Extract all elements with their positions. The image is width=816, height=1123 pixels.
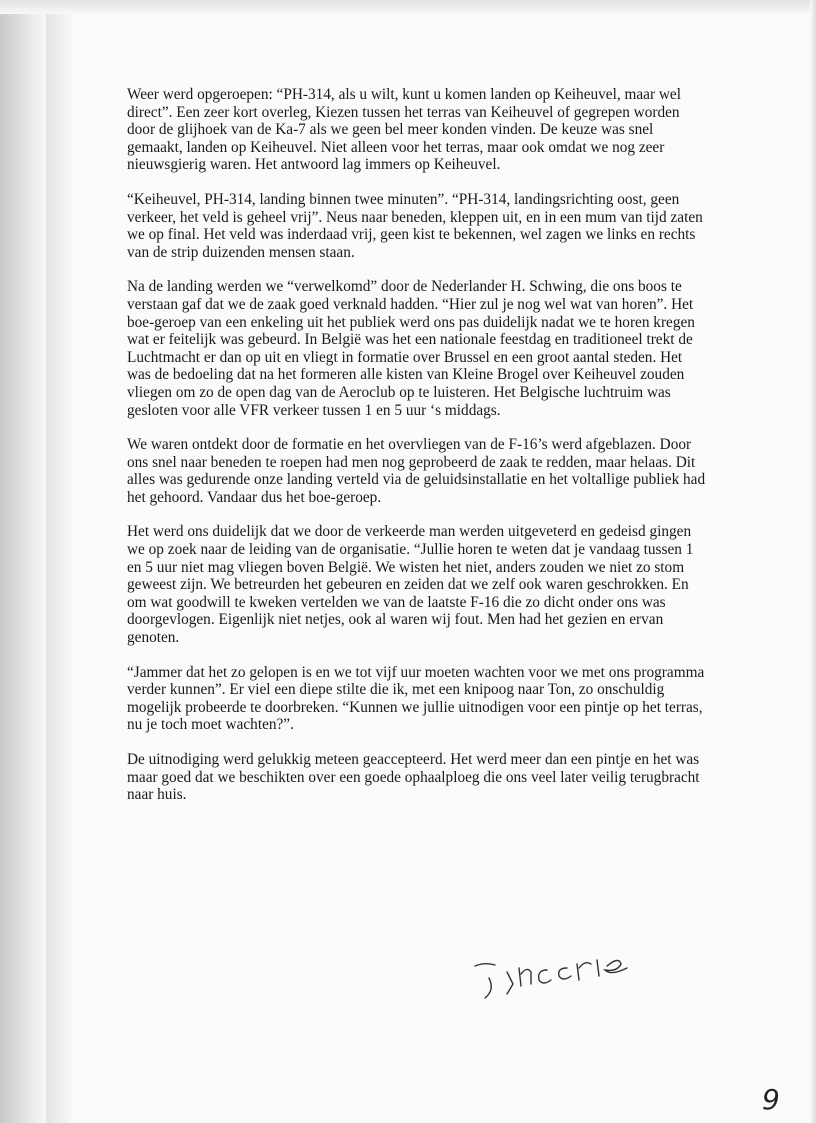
binding-shadow [0,0,46,1123]
paragraph-4: We waren ontdekt door de formatie en het overvliegen van de F-16’s werd afgeblazen. Door ons snel naar beneden te roepen had men nog geprobeerd de zaak te redden, maar helaas. Dit alles was gedurende onze landing verteld via de geluidsinstallatie en het voltallige publiek had het gehoord. Vandaar dus het boe-geroep. [127,436,706,506]
page-number: 9 [762,1083,780,1116]
paragraph-5: Het werd ons duidelijk dat we door de verkeerde man werden uitgeveterd en gedeisd gingen we op zoek naar de leiding van de organisatie. “Jullie horen te weten dat je vandaag tussen 1 en 5 uur niet mag vliegen boven België. We wisten het niet, anders zouden we niet zo stom geweest zijn. We betreurden het gebeuren en zeiden dat we zelf ook waren geschrokken. En om wat goodwill te kweken vertelden we van de laatste F-16 die zo dicht onder ons was doorgevlogen. Eigenlijk niet netjes, ook al waren wij fout. Men had het gezien en ervan genoten. [127,523,694,647]
scan-right-edge [810,0,816,1123]
paragraph-7: De uitnodiging werd gelukkig meteen geaccepteerd. Het werd meer dan een pintje en het was maar goed dat we beschikten over een goede ophaalploeg die ons veel later veilig terugbracht naar huis. [127,751,700,804]
article-body [127,86,729,821]
paragraph-1: Weer werd opgeroepen: “PH-314, als u wilt, kunt u komen landen op Keiheuvel, maar wel direct”. Een zeer kort overleg, Kiezen tussen het terras van Keiheuvel of gegrepen worden door de glijhoek van de Ka-7 als we geen bel meer konden vinden. De keuze was snel gemaakt, landen op Keiheuvel. Niet alleen voor het terras, maar ook omdat we nog zeer nieuwsgierig waren. Het antwoord lag immers op Keiheuvel. [127,86,681,174]
scan-top-edge [0,0,816,14]
paragraph-2: “Keiheuvel, PH-314, landing binnen twee minuten”. “PH-314, landingsrichting oost, geen verkeer, het veld is geheel vrij”. Neus naar beneden, kleppen uit, en in een mum van tijd zaten we op final. Het veld was inderdaad vrij, geen kist te bekennen, wel zagen we links en rechts van de strip duizenden mensen staan. [127,190,703,261]
paragraph-3: Na de landing werden we “verwelkomd” door de Nederlander H. Schwing, die ons boos te verstaan gaf dat we de zaak goed verknald hadden. “Hier zul je nog wel wat van horen”. Het boe-geroep van een enkeling uit het publiek werd ons pas duidelijk nadat we te horen kregen wat er feitelijk was gebeurd. In België was het een nationale feestdag en traditioneel trekt de Luchtmacht er dan op uit en vliegt in formatie over Brussel en een groot aantal steden. Het was de bedoeling dat na het formeren alle kisten van Kleine Brogel over Keiheuvel zouden vliegen om zo de open dag van de Aeroclub op te luisteren. Het Belgische luchtruim was gesloten voor alle VFR verkeer tussen 1 en 5 uur ‘s middags. [127,278,695,419]
paragraph-6: “Jammer dat het zo gelopen is en we tot vijf uur moeten wachten voor we met ons programma verder kunnen”. Er viel een diepe stilte die ik, met een knipoog naar Ton, zo onschuldig mogelijk probeerde te doorbreken. “Kunnen we jullie uitnodigen voor een pintje op het terras, nu je toch moet wachten?”. [127,663,705,734]
page-edge [46,0,74,1123]
handwritten-signature [455,938,645,1008]
